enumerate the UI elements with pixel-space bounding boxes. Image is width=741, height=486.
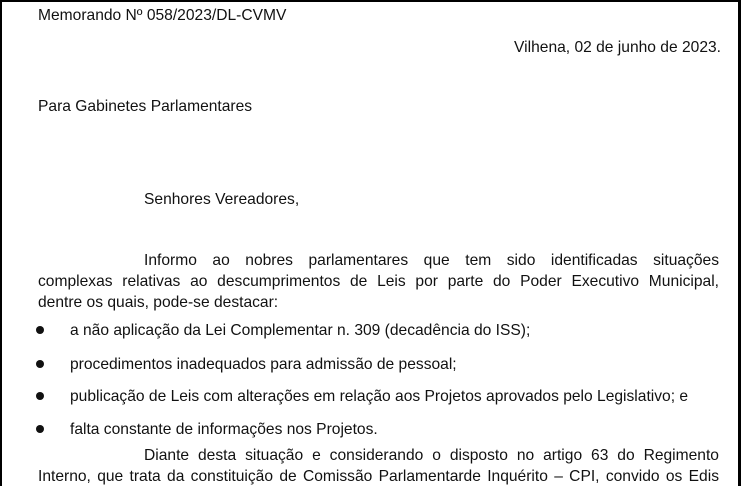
paragraph1-line1: Informo ao nobres parlamentares que tem sido identificadas situações <box>144 252 719 269</box>
paragraph1-line2: complexas relativas ao descumprimentos de Leis por parte do Poder Executivo Municipal, <box>38 273 719 290</box>
bullet-text: falta constante de informações nos Projetos. <box>70 421 378 438</box>
paragraph1-line3: dentre os quais, pode-se destacar: <box>38 294 279 311</box>
paragraph2-line1: Diante desta situação e considerando o disposto no artigo 63 do Regimento <box>144 447 719 464</box>
memo-date: Vilhena, 02 de junho de 2023. <box>514 39 721 56</box>
paragraph2-line2: Interno, que trata da constituição de Comissão Parlamentarde Inquérito – CPI, convido os Edis <box>38 468 719 485</box>
bullet-text: a não aplicação da Lei Complementar n. 309 (decadência do ISS); <box>70 322 531 339</box>
bullet-icon <box>36 360 44 368</box>
bullet-icon <box>36 425 44 433</box>
bullet-icon <box>36 326 44 334</box>
bullet-text: publicação de Leis com alterações em relação aos Projetos aprovados pelo Legislativo; e <box>70 388 689 405</box>
memo-salutation: Senhores Vereadores, <box>144 191 300 208</box>
memo-recipient: Para Gabinetes Parlamentares <box>38 98 253 115</box>
bullet-icon <box>36 392 44 400</box>
bullet-text: procedimentos inadequados para admissão de pessoal; <box>70 356 457 373</box>
memo-number: Memorando Nº 058/2023/DL-CVMV <box>38 7 287 24</box>
